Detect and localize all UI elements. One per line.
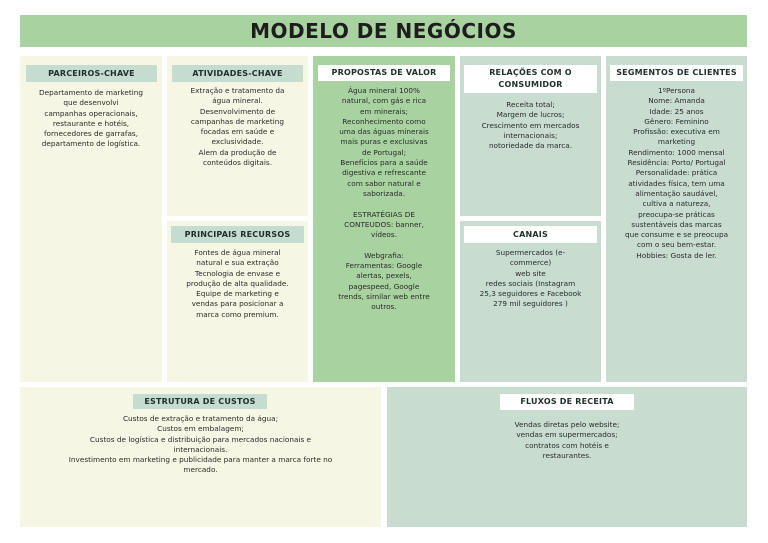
relacoes-consumidor-text: Receita total; Margem de lucros; Crescimento em mercados internacionais; notoriedade da marca. bbox=[481, 100, 580, 151]
propostas-de-valor-text: Água mineral 100% natural, com gás e rica em minerais; Reconhecimento como uma das águas minerais mais puras e exclusivas de Portugal; Benefícios para a saúde digestiva e refrescante com sabor natural e saborizada. ESTRATÉGIAS DE CONTEUDOS: banner, vídeos. Webgrafia: Ferramentas: Google alertas, pexels, pagespeed, Google trends, similar web entre outros. bbox=[338, 86, 430, 312]
relacoes-consumidor-heading: RELAÇÕES COM O CONSUMIDOR bbox=[464, 65, 597, 93]
segmentos-clientes-text: 1ºPersona Nome: Amanda Idade: 25 anos Gênero: Feminino Profissão: executiva em marketing Rendimento: 1000 mensal Residência: Porto/ Portugal Personalidade: prática atividades física, tem uma alimentação saudável, cultiva a natureza, preocupa-se práticas sustentáveis das marcas que consume e se preocupa com o seu bem-estar. Hobbies: Gosta de ler. bbox=[624, 86, 729, 260]
page-title: MODELO DE NEGÓCIOS bbox=[250, 19, 517, 43]
parceiros-chave-heading: PARCEIROS-CHAVE bbox=[26, 65, 157, 82]
atividades-chave-heading: ATIVIDADES-CHAVE bbox=[172, 65, 303, 82]
canais-text: Supermercados (e- commerce) web site redes sociais (Instagram 25,3 seguidores e Facebook 279 mil seguidores ) bbox=[479, 248, 582, 309]
title-bar bbox=[20, 15, 747, 47]
parceiros-chave-block bbox=[20, 56, 162, 382]
fluxos-receita-text: Vendas diretas pelo website; vendas em supermercados; contratos com hotéis e restaurantes. bbox=[514, 420, 620, 460]
propostas-de-valor-block bbox=[313, 56, 455, 382]
atividades-chave-text: Extração e tratamento da água mineral. Desenvolvimento de campanhas de marketing focadas em saúde e exclusividade. Alem da produção de conteúdos digitais. bbox=[190, 86, 285, 168]
segmentos-clientes-block bbox=[606, 56, 747, 382]
propostas-de-valor-heading: PROPOSTAS DE VALOR bbox=[318, 65, 450, 81]
atividades-chave-block bbox=[167, 56, 308, 216]
fluxos-receita-block bbox=[387, 387, 747, 527]
estrutura-custos-text: Custos de extração e tratamento da água; Custos em embalagem; Custos de logística e distribuição para mercados nacionais e internacionais. Investimento em marketing e publicidade para manter a marca forte no mercado. bbox=[68, 414, 333, 475]
estrutura-custos-block bbox=[20, 387, 381, 527]
canais-heading: CANAIS bbox=[464, 226, 597, 243]
principais-recursos-heading: PRINCIPAIS RECURSOS bbox=[171, 226, 304, 243]
parceiros-chave-text: Departamento de marketing que desenvolvi campanhas operacionais, restaurante e hotéis, fornecedores de garrafas, departamento de logística. bbox=[38, 88, 144, 149]
estrutura-custos-heading: ESTRUTURA DE CUSTOS bbox=[133, 394, 267, 409]
canais-block bbox=[460, 221, 601, 382]
segmentos-clientes-heading: SEGMENTOS DE CLIENTES bbox=[610, 65, 743, 81]
principais-recursos-text: Fontes de água mineral natural e sua extração Tecnologia de envase e produção de alta qualidade. Equipe de marketing e vendas para posicionar a marca como premium. bbox=[186, 248, 289, 319]
fluxos-receita-heading: FLUXOS DE RECEITA bbox=[500, 394, 634, 410]
principais-recursos-block bbox=[167, 221, 308, 382]
relacoes-consumidor-block bbox=[460, 56, 601, 216]
